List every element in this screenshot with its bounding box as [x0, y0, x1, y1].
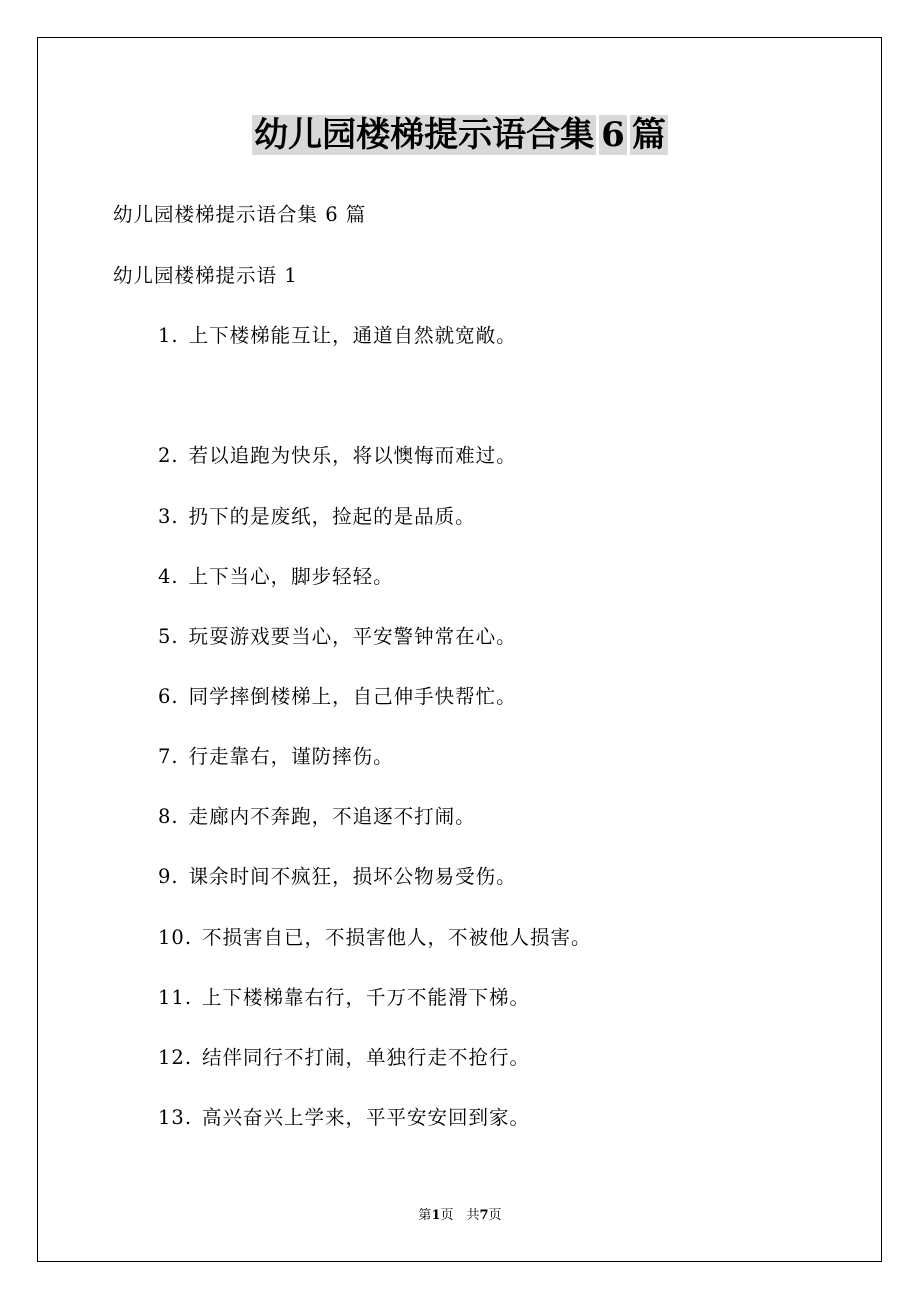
footer-page-mid: 页 共 — [440, 1208, 480, 1223]
list-item — [158, 925, 592, 951]
title-highlight-text: 幼儿园楼梯提示语合集 — [254, 115, 595, 155]
list-item — [158, 985, 530, 1011]
list-item — [158, 504, 476, 530]
page-footer — [0, 1207, 920, 1225]
list-item-text: 上下楼梯靠右行，千万不能滑下梯。 — [202, 986, 531, 1009]
list-item — [158, 443, 517, 469]
footer-page-current: 1 — [431, 1208, 441, 1223]
list-item — [158, 1045, 530, 1071]
footer-page-total: 7 — [479, 1208, 489, 1223]
list-item — [158, 323, 517, 349]
list-item-number: 12. — [158, 1046, 193, 1069]
title-highlight-suffix: 篇 — [631, 115, 666, 155]
title-highlight-number: 6 — [601, 115, 625, 155]
list-item-number: 8. — [158, 805, 179, 828]
list-item-number: 7. — [158, 745, 179, 768]
list-item-number: 11. — [158, 986, 193, 1009]
list-item-number: 1. — [158, 324, 179, 347]
list-item-number: 4. — [158, 565, 179, 588]
list-item — [158, 684, 517, 710]
section-heading: 幼儿园楼梯提示语 1 — [113, 264, 298, 287]
list-item-text: 上下当心，脚步轻轻。 — [188, 565, 394, 588]
list-item — [158, 624, 517, 650]
list-item-text: 同学摔倒楼梯上，自己伸手快帮忙。 — [188, 685, 517, 708]
list-item-number: 13. — [158, 1106, 193, 1129]
document-title — [0, 112, 920, 158]
footer-page-suffix: 页 — [488, 1208, 502, 1223]
list-item-number: 5. — [158, 625, 179, 648]
list-item-number: 10. — [158, 926, 193, 949]
footer-page-prefix: 第 — [418, 1208, 432, 1223]
list-item-number: 3. — [158, 505, 179, 528]
list-item — [158, 1105, 530, 1131]
list-item-number: 9. — [158, 865, 179, 888]
list-item-text: 行走靠右，谨防摔伤。 — [188, 745, 394, 768]
list-item-text: 若以追跑为快乐，将以懊悔而难过。 — [188, 444, 517, 467]
list-item-text: 结伴同行不打闹，单独行走不抢行。 — [202, 1046, 531, 1069]
list-item — [158, 744, 394, 770]
list-item — [158, 864, 517, 890]
list-item-text: 不损害自已，不损害他人，不被他人损害。 — [202, 926, 592, 949]
list-item-text: 高兴奋兴上学来，平平安安回到家。 — [202, 1106, 531, 1129]
list-item-text: 玩耍游戏要当心，平安警钟常在心。 — [188, 625, 517, 648]
list-item-number: 6. — [158, 685, 179, 708]
list-item-text: 扔下的是废纸，捡起的是品质。 — [188, 505, 476, 528]
list-item — [158, 564, 394, 590]
document-subtitle: 幼儿园楼梯提示语合集 6 篇 — [113, 203, 367, 226]
list-item — [158, 804, 476, 830]
list-item-text: 课余时间不疯狂，损坏公物易受伤。 — [188, 865, 517, 888]
list-item-text: 走廊内不奔跑，不追逐不打闹。 — [188, 805, 476, 828]
list-item-text: 上下楼梯能互让，通道自然就宽敞。 — [188, 324, 517, 347]
list-item-number: 2. — [158, 444, 179, 467]
